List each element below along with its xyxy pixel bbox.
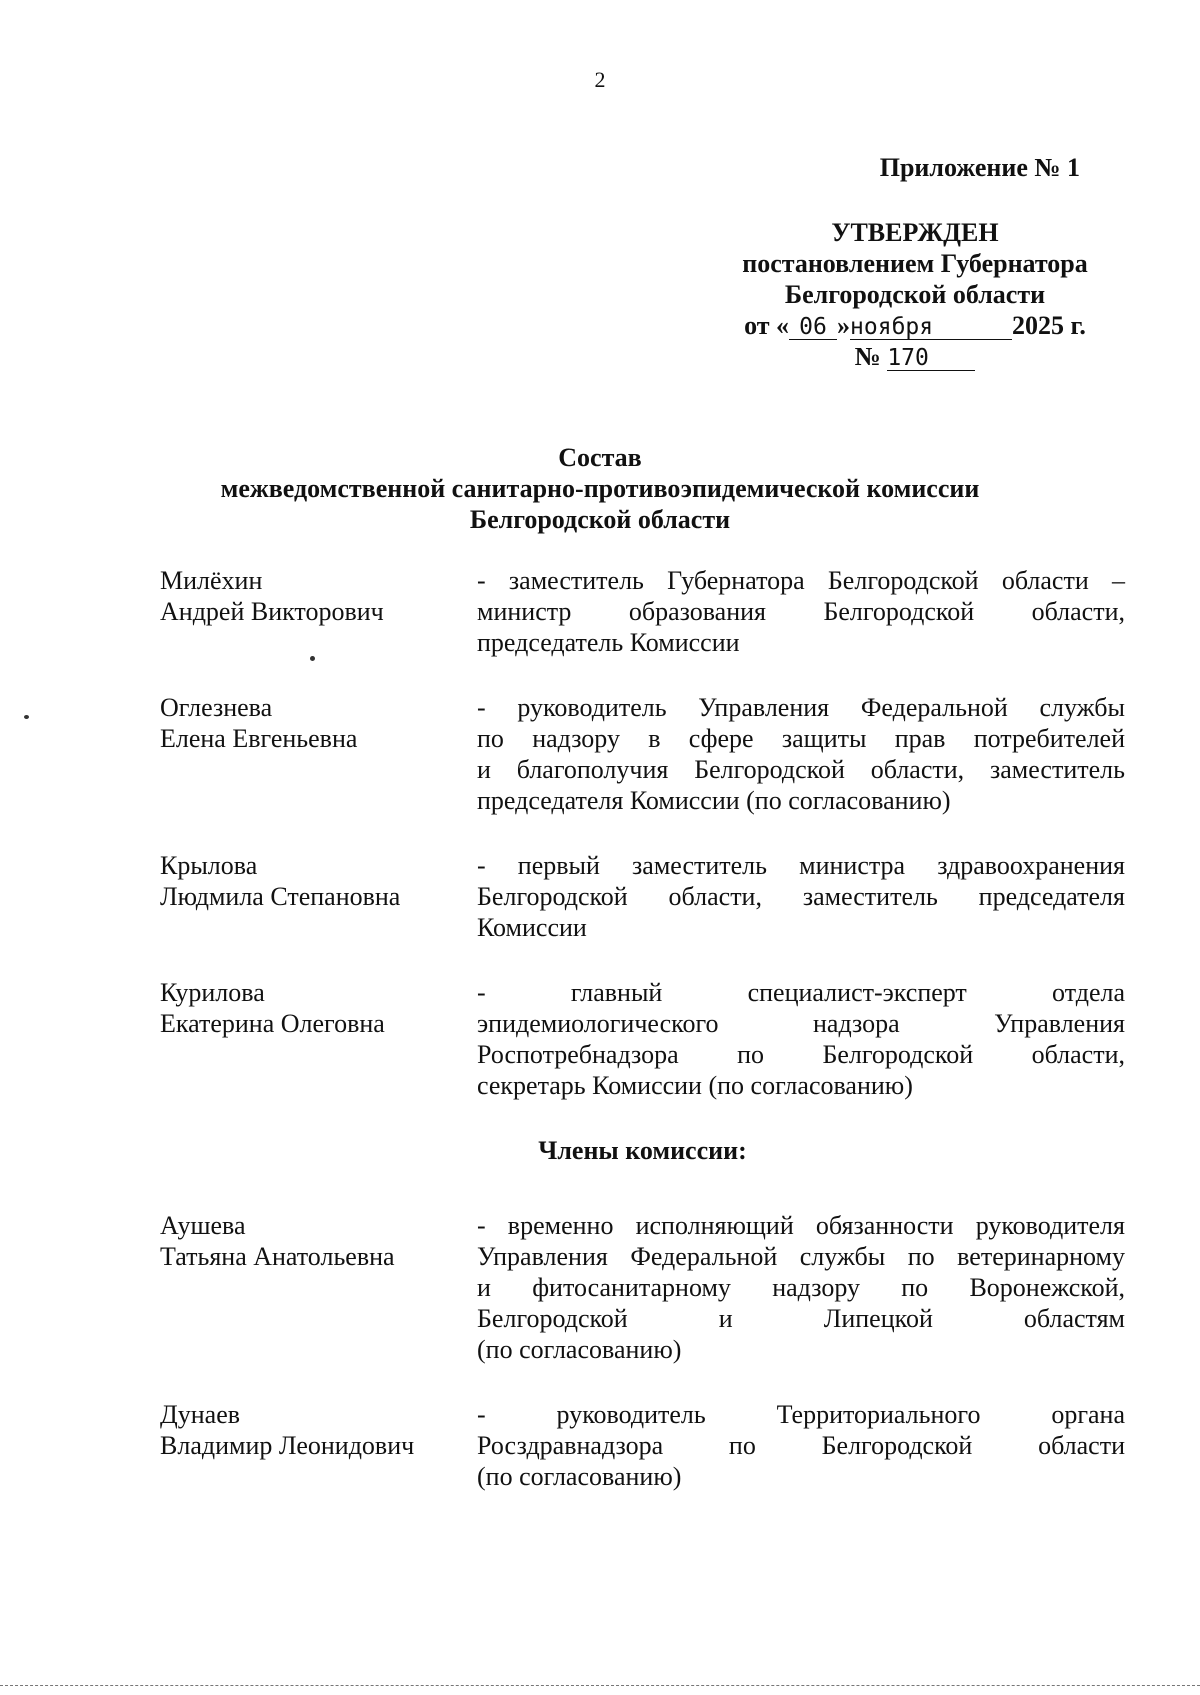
member-entry	[160, 565, 1125, 658]
member-surname: Крылова	[160, 851, 258, 880]
member-name	[160, 565, 477, 658]
page-number: 2	[594, 67, 606, 92]
leadership-list	[160, 565, 1125, 1101]
title-line-3: Белгородской области	[469, 505, 731, 534]
role-line: председателя Комиссии (по согласованию)	[477, 786, 951, 815]
role-line: (по согласованию)	[477, 1335, 682, 1364]
title-line-2: межведомственной санитарно-противоэпидемической комиссии	[220, 474, 980, 503]
member-name	[160, 1210, 477, 1365]
scan-speck	[24, 715, 29, 719]
member-name	[160, 1399, 477, 1492]
title-line-1: Состав	[558, 443, 642, 472]
member-role	[477, 1210, 1125, 1365]
role-line: Белгородской области, заместитель председателя	[477, 882, 1125, 911]
member-surname: Дунаев	[160, 1400, 241, 1429]
member-entry	[160, 1399, 1125, 1492]
role-line: Роспотребнадзора по Белгородской области,	[477, 1040, 1125, 1069]
member-entry	[160, 850, 1125, 943]
number-prefix: №	[854, 342, 881, 371]
approval-stamp-text	[700, 217, 1130, 372]
member-role	[477, 565, 1125, 658]
member-surname: Аушева	[160, 1211, 246, 1240]
member-entry	[160, 1210, 1125, 1365]
role-line: председатель Комиссии	[477, 628, 740, 657]
role-line: секретарь Комиссии (по согласованию)	[477, 1071, 913, 1100]
member-name: Елена Евгеньевна	[160, 724, 358, 753]
member-name: Владимир Леонидович	[160, 1431, 415, 1460]
member-name: Екатерина Олеговна	[160, 1009, 385, 1038]
commission-list	[160, 565, 1125, 1526]
role-line: (по согласованию)	[477, 1462, 682, 1491]
member-entry	[160, 977, 1125, 1101]
member-role	[477, 850, 1125, 943]
role-line: - временно исполняющий обязанности руководителя	[477, 1211, 1125, 1240]
member-role	[477, 977, 1125, 1101]
date-year: 2025 г.	[1012, 311, 1086, 340]
scan-speck	[310, 656, 315, 661]
member-name: Андрей Викторович	[160, 597, 384, 626]
date-month: ноября	[850, 315, 1012, 340]
role-line: и фитосанитарному надзору по Воронежской,	[477, 1273, 1125, 1302]
member-surname: Оглезнева	[160, 693, 273, 722]
member-surname: Курилова	[160, 978, 265, 1007]
approved-label: УТВЕРЖДЕН	[831, 218, 999, 247]
role-line: по надзору в сфере защиты прав потребителей	[477, 724, 1125, 753]
role-line: - заместитель Губернатора Белгородской области –	[477, 566, 1125, 595]
role-line: Белгородской и Липецкой областям	[477, 1304, 1125, 1333]
role-line: - руководитель Управления Федеральной службы	[477, 693, 1125, 722]
role-line: - главный специалист-эксперт отдела	[477, 978, 1125, 1007]
member-role	[477, 1399, 1125, 1492]
member-entry	[160, 692, 1125, 816]
member-name: Людмила Степановна	[160, 882, 401, 911]
role-line: - первый заместитель министра здравоохранения	[477, 851, 1125, 880]
members-list	[160, 1210, 1125, 1492]
members-heading: Члены комиссии:	[538, 1136, 747, 1165]
date-prefix: от «	[744, 311, 790, 340]
approval-line-1: постановлением Губернатора	[742, 249, 1088, 278]
approval-number	[700, 341, 1130, 372]
scan-edge-line	[0, 1685, 1200, 1686]
role-line: министр образования Белгородской области,	[477, 597, 1125, 626]
approval-block	[700, 152, 1130, 372]
date-day: 06	[789, 315, 837, 340]
appendix-title: Приложение № 1	[879, 153, 1080, 182]
role-line: и благополучия Белгородской области, заместитель	[477, 755, 1125, 784]
role-line: - руководитель Территориального органа	[477, 1400, 1125, 1429]
member-name	[160, 977, 477, 1101]
member-name: Татьяна Анатольевна	[160, 1242, 395, 1271]
role-line: Управления Федеральной службы по ветеринарному	[477, 1242, 1125, 1271]
role-line: Росздравнадзора по Белгородской области	[477, 1431, 1125, 1460]
role-line: Комиссии	[477, 913, 587, 942]
document-title	[0, 442, 1200, 535]
member-role	[477, 692, 1125, 816]
member-name	[160, 850, 477, 943]
member-name	[160, 692, 477, 816]
member-surname: Милёхин	[160, 566, 263, 595]
document-number: 170	[887, 346, 975, 371]
approval-date	[700, 310, 1130, 341]
role-line: эпидемиологического надзора Управления	[477, 1009, 1125, 1038]
date-mid: »	[837, 311, 851, 340]
approval-line-2: Белгородской области	[784, 280, 1046, 309]
